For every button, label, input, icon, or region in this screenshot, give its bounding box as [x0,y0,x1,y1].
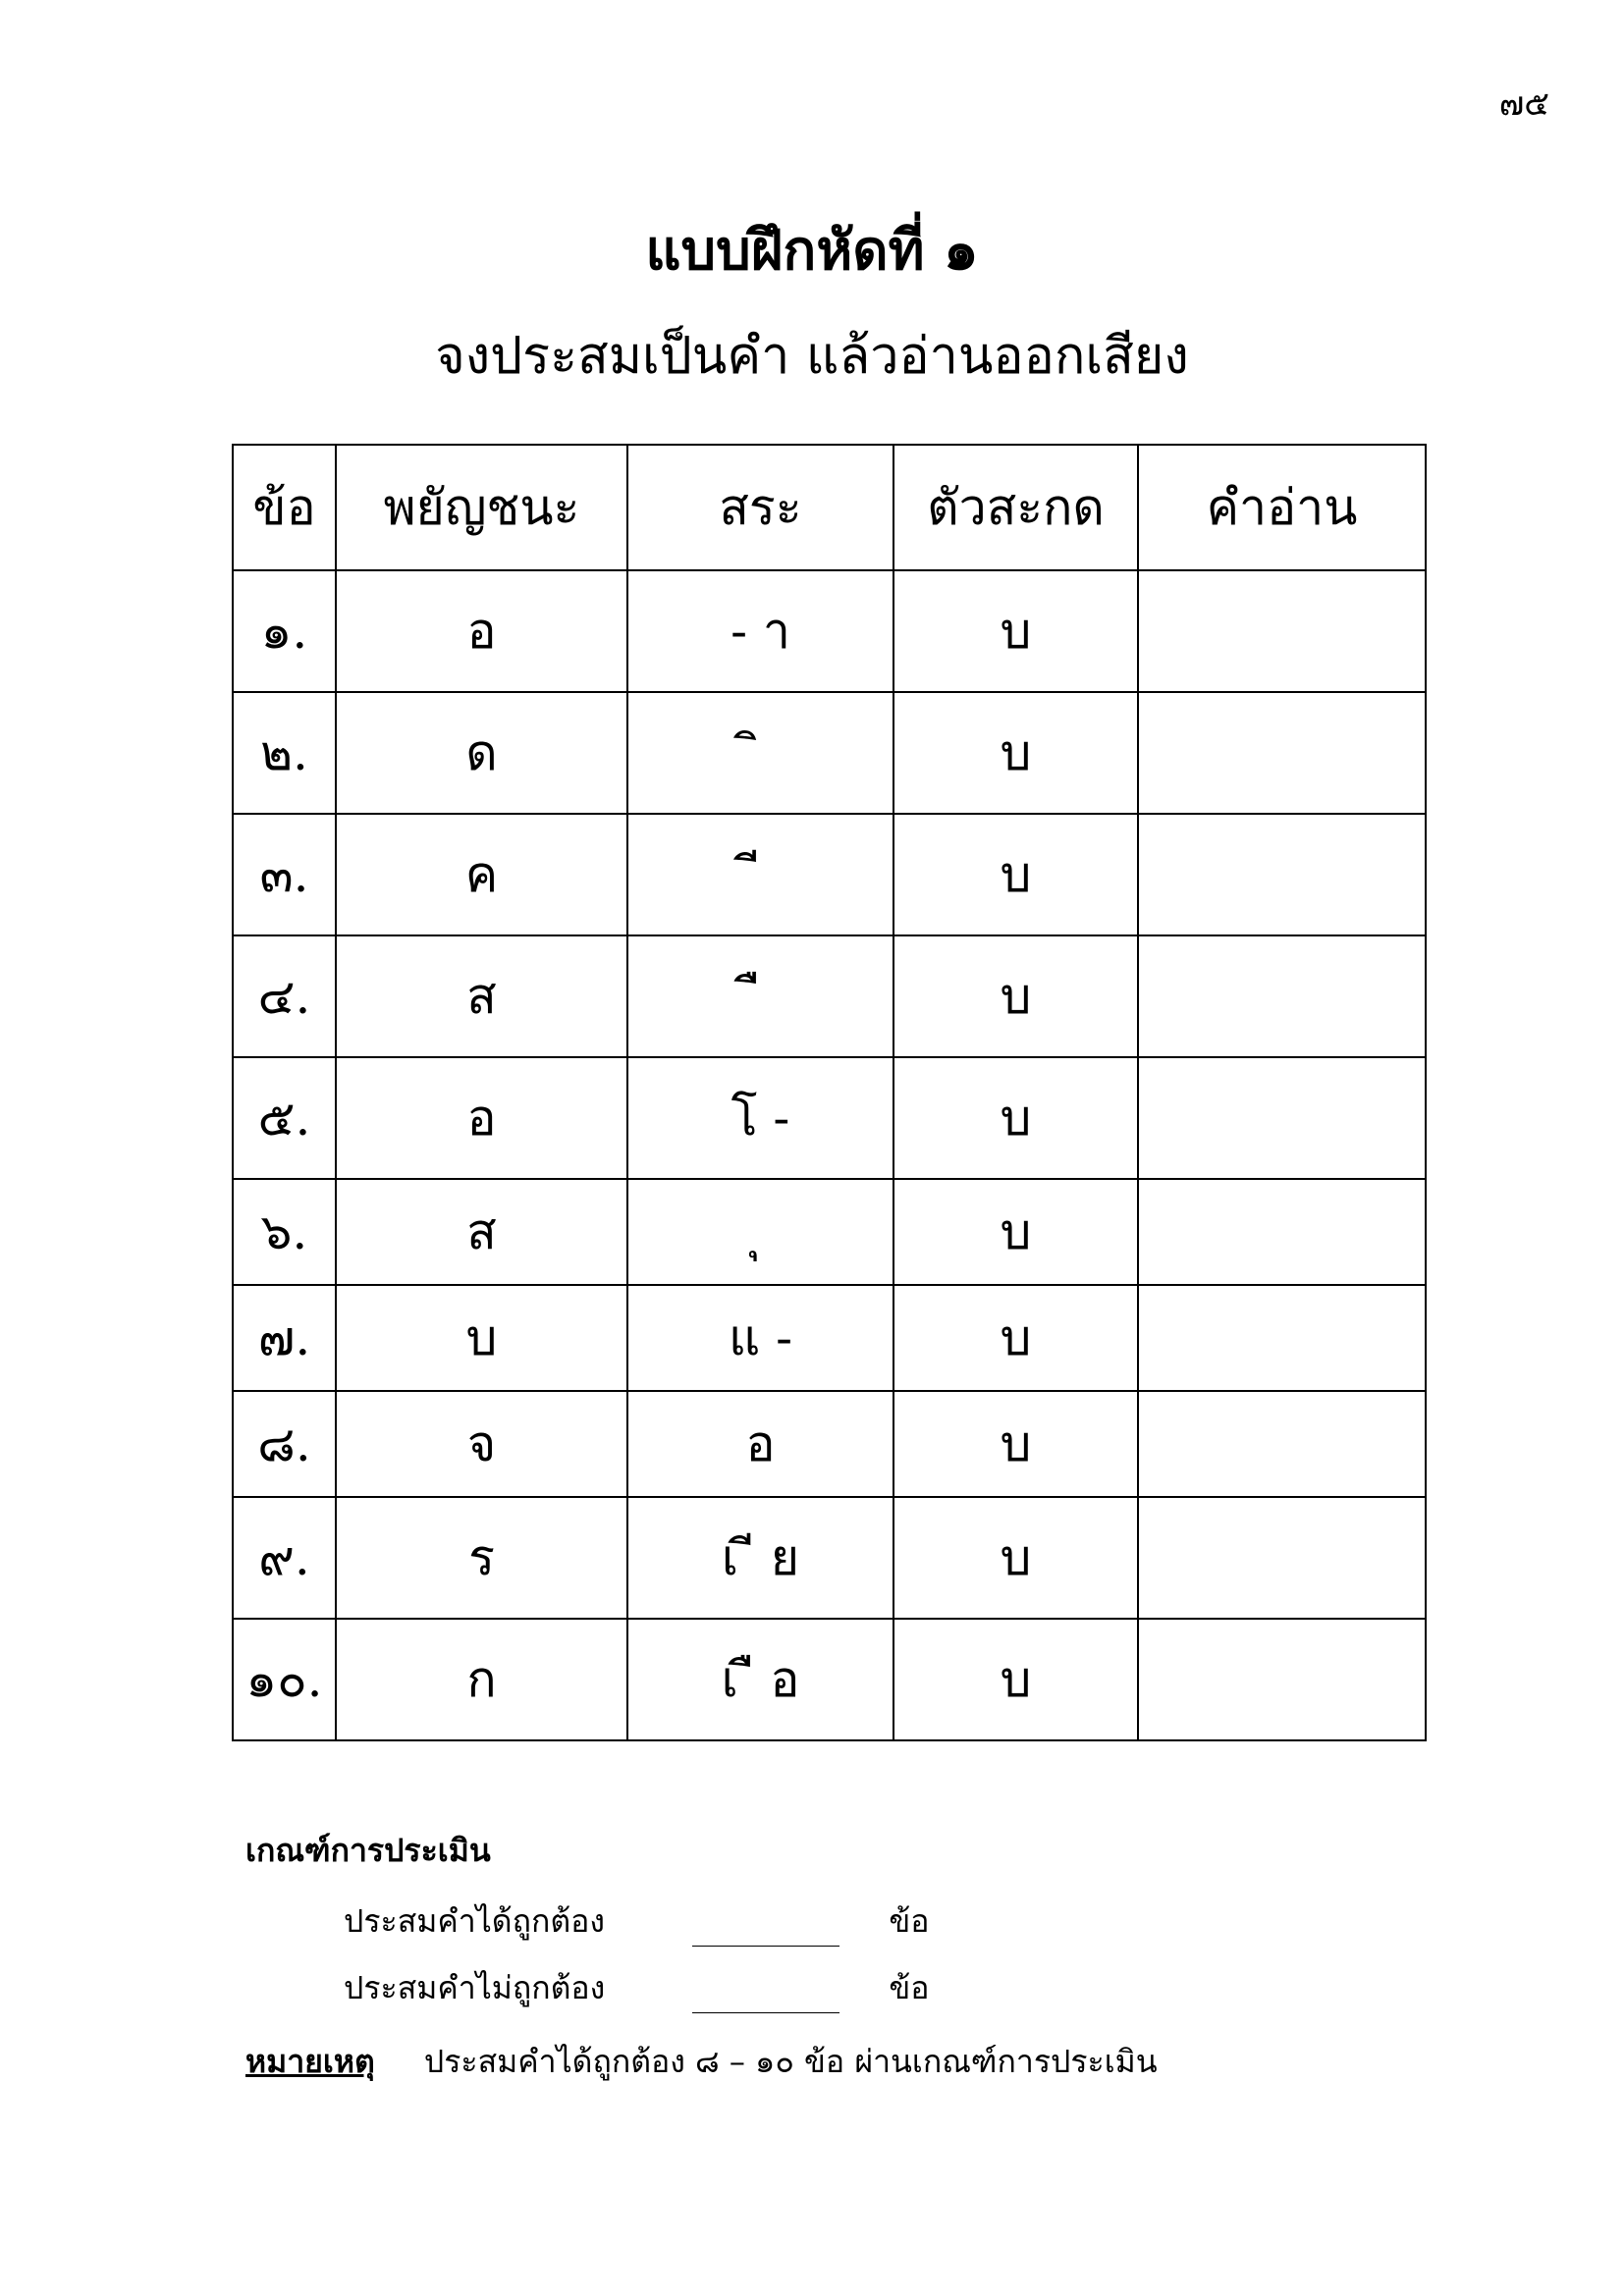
cell-vowel: เ ี ย [627,1497,893,1619]
cell-vowel [627,692,893,814]
cell-vowel: อ [627,1391,893,1497]
cell-vowel [627,814,893,935]
cell-vowel: แ - [627,1285,893,1391]
cell-item-no: ๓. [233,814,336,935]
criteria-unit: ข้อ [889,1902,930,1940]
cell-consonant: ด [336,692,627,814]
cell-consonant: อ [336,1057,627,1179]
criteria-heading: เกณฑ์การประเมิน [245,1832,491,1869]
table-row [233,1057,1426,1179]
header-final-consonant: ตัวสะกด [893,445,1138,570]
cell-final-consonant: บ [893,692,1138,814]
table-row [233,1179,1426,1285]
criteria-incorrect-blank[interactable] [692,1983,839,2013]
cell-vowel [627,1179,893,1285]
header-item-no: ข้อ [233,445,336,570]
cell-reading-answer[interactable] [1138,1497,1426,1619]
cell-consonant: จ [336,1391,627,1497]
cell-item-no: ๗. [233,1285,336,1391]
cell-consonant: ค [336,814,627,935]
cell-consonant: บ [336,1285,627,1391]
cell-reading-answer[interactable] [1138,814,1426,935]
cell-final-consonant: บ [893,1285,1138,1391]
cell-consonant: ส [336,935,627,1057]
cell-reading-answer[interactable] [1138,1285,1426,1391]
criteria-correct-label: ประสมคำได้ถูกต้อง [344,1902,605,1940]
header-reading: คำอ่าน [1138,445,1426,570]
table-row [233,1285,1426,1391]
table-row [233,1619,1426,1740]
table-row [233,935,1426,1057]
table-row [233,692,1426,814]
page-number: ๗๕ [1498,84,1549,124]
cell-final-consonant: บ [893,1179,1138,1285]
cell-consonant: ก [336,1619,627,1740]
cell-reading-answer[interactable] [1138,570,1426,692]
cell-item-no: ๑. [233,570,336,692]
cell-item-no: ๙. [233,1497,336,1619]
cell-vowel: - า [627,570,893,692]
cell-reading-answer[interactable] [1138,1179,1426,1285]
note-label: หมายเหตุ [245,2043,375,2080]
cell-item-no: ๘. [233,1391,336,1497]
cell-vowel: โ - [627,1057,893,1179]
cell-final-consonant: บ [893,570,1138,692]
criteria-unit: ข้อ [889,1969,930,2006]
cell-reading-answer[interactable] [1138,1619,1426,1740]
cell-reading-answer[interactable] [1138,1391,1426,1497]
criteria-incorrect-label: ประสมคำไม่ถูกต้อง [344,1969,606,2006]
cell-consonant: ร [336,1497,627,1619]
criteria-incorrect-row [344,1963,929,2013]
note-text: ประสมคำได้ถูกต้อง ๘ – ๑๐ ข้อ ผ่านเกณฑ์การประเมิน [423,2043,1158,2080]
table-row [233,1497,1426,1619]
cell-consonant: ส [336,1179,627,1285]
page-title: แบบฝึกหัดที่ ๑ [645,218,979,283]
cell-reading-answer[interactable] [1138,1057,1426,1179]
cell-item-no: ๑๐. [233,1619,336,1740]
note-line [245,2037,1158,2087]
cell-final-consonant: บ [893,1391,1138,1497]
table-row [233,570,1426,692]
cell-vowel: เ ื อ [627,1619,893,1740]
cell-vowel [627,935,893,1057]
table-row [233,814,1426,935]
instruction-text: จงประสมเป็นคำ แล้วอ่านออกเสียง [435,327,1189,386]
cell-item-no: ๒. [233,692,336,814]
criteria-correct-blank[interactable] [692,1916,839,1947]
cell-final-consonant: บ [893,814,1138,935]
table-header-row [233,445,1426,570]
cell-reading-answer[interactable] [1138,692,1426,814]
table-row [233,1391,1426,1497]
header-vowel: สระ [627,445,893,570]
criteria-correct-row [344,1896,929,1947]
cell-final-consonant: บ [893,1619,1138,1740]
cell-final-consonant: บ [893,1497,1138,1619]
header-consonant: พยัญชนะ [336,445,627,570]
cell-consonant: อ [336,570,627,692]
cell-item-no: ๕. [233,1057,336,1179]
exercise-table [232,444,1427,1741]
cell-final-consonant: บ [893,935,1138,1057]
cell-item-no: ๔. [233,935,336,1057]
cell-final-consonant: บ [893,1057,1138,1179]
cell-item-no: ๖. [233,1179,336,1285]
cell-reading-answer[interactable] [1138,935,1426,1057]
